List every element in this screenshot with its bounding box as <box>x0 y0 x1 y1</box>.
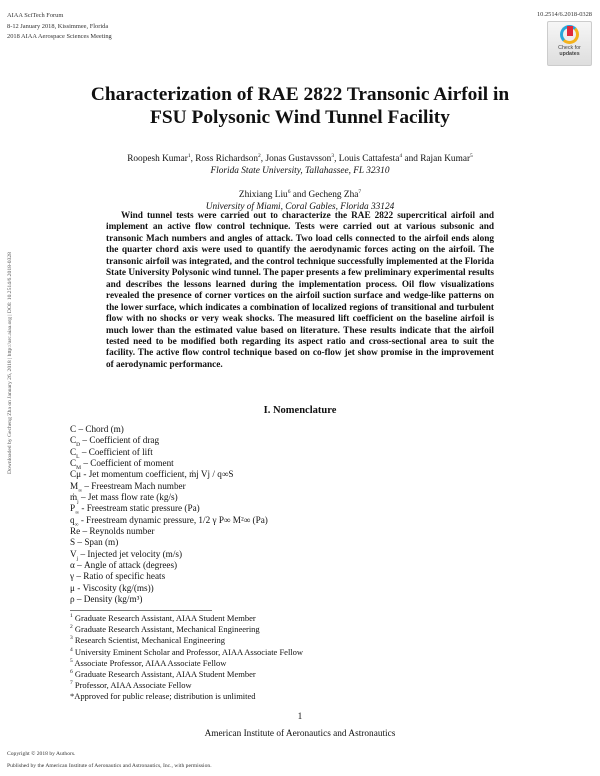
badge-line: updates <box>559 51 580 57</box>
author-block-2 <box>0 190 600 213</box>
paper-title <box>0 84 600 129</box>
header-line: 8-12 January 2018, Kissimmee, Florida <box>7 22 109 30</box>
footnote: $^4$ University Eminent Scholar and Professor, AIAA Associate Fellow <box>70 646 304 657</box>
nomenclature-item: μ - Viscosity (kg/(ms)) <box>70 582 154 593</box>
crossmark-icon <box>560 25 579 44</box>
nomenclature-item: $V_j$ – Injected jet velocity (m/s) <box>70 548 183 562</box>
title-line: FSU Polysonic Wind Tunnel Facility <box>150 106 450 128</box>
nomenclature-item: $C_L$ – Coefficient of lift <box>70 446 153 460</box>
abstract: Wind tunnel tests were carried out to characterize the RAE 2822 supercritical airfoil and implement an active flow control technique. Tests were carried out at various subsonic and transonic Mach numbers and angles of attack. Two load cells connected to the airfoil ends along the quarter chord axis were used to quantify the aerodynamic forces acting on the airfoil. The transonic airfoil was integrated, and the control technique successfully implemented at the Florida State University Polysonic wind tunnel. The paper presents a few preliminary experimental results and describes the lessons learned during the implementation process. Oil flow visualizations revealed the presence of corner vortices on the airfoil suction surface and wedge-like patterns on the lower surface, which indicates a combination of localized regions of transitional and turbulent flow with no shocks or very weak shocks. The measured lift coefficient on the baseline airfoil is much lower than the estimated value based on literature. These results indicate that the airfoil tested need to be modified both regarding its aspect ratio and cross-sectional area to suit the facility. The active flow control technique based on co-flow jet show promise in the improvement of aerodynamic performance. <box>106 211 494 370</box>
footnote: $^3$ Research Scientist, Mechanical Engineering <box>70 635 225 646</box>
footnote-divider <box>70 610 212 611</box>
nomenclature-item: Cμ - Jet momentum coefficient, ṁj Vj / q∞S <box>70 469 234 480</box>
nomenclature-item: ρ – Density (kg/m³) <box>70 594 143 605</box>
conference-header <box>7 11 112 43</box>
affiliation: University of Miami, Coral Gables, Florida 33124 <box>205 201 395 212</box>
copyright-line: Published by the American Institute of Aeronautics and Astronautics, Inc., with permission. <box>7 762 212 769</box>
header-line: AIAA SciTech Forum <box>7 12 64 19</box>
affiliation: Florida State University, Tallahassee, FL 32310 <box>210 165 390 176</box>
footnote: $^5$ Associate Professor, AIAA Associate Fellow <box>70 657 227 668</box>
copyright <box>7 749 212 772</box>
header-line: 2018 AIAA Aerospace Sciences Meeting <box>7 33 112 41</box>
footer-organization: American Institute of Aeronautics and Astronautics <box>204 729 396 739</box>
nomenclature-item: $P_\infty$ - Freestream static pressure (Pa) <box>70 503 200 517</box>
author-names: Roopesh Kumar$^1$, Ross Richardson$^2$, Jonas Gustavsson$^3$, Louis Cattafesta$^4$ and Rajan Kumar$^5$ <box>127 152 473 164</box>
nomenclature-item: ṁ$_j$ – Jet mass flow rate (kg/s) <box>70 492 178 505</box>
author-block-1 <box>0 154 600 177</box>
nomenclature-item: $q_\infty$ - Freestream dynamic pressure, 1/2 γ P∞ M²∞ (Pa) <box>70 514 268 528</box>
footnote-list <box>70 613 303 703</box>
badge-line: Check for <box>558 45 581 51</box>
section-heading: I. Nomenclature <box>263 405 337 416</box>
footnote: $^6$ Graduate Research Assistant, AIAA Student Member <box>70 669 256 680</box>
footnote: $^2$ Graduate Research Assistant, Mechanical Engineering <box>70 624 260 635</box>
nomenclature-list <box>70 424 268 606</box>
copyright-line: Copyright © 2018 by Authors. <box>7 751 76 757</box>
footnote: $^7$ Professor, AIAA Associate Fellow <box>70 680 192 691</box>
footnote: *Approved for public release; distribution is unlimited <box>70 691 256 702</box>
nomenclature-item: α – Angle of attack (degrees) <box>70 560 178 571</box>
footnote: $^1$ Graduate Research Assistant, AIAA Student Member <box>70 613 256 623</box>
title-line: Characterization of RAE 2822 Transonic Airfoil in <box>90 84 510 105</box>
author-names: Zhixiang Liu$^6$ and Gecheng Zha$^7$ <box>238 188 362 200</box>
check-for-updates-button[interactable] <box>547 21 592 66</box>
nomenclature-item: S – Span (m) <box>70 537 119 548</box>
nomenclature-item: $C_D$ – Coefficient of drag <box>70 435 160 449</box>
nomenclature-item: $C_M$ – Coefficient of moment <box>70 458 174 471</box>
page-number: 1 <box>297 712 303 722</box>
download-side-note: Downloaded by Gecheng Zha on January 26, 2018 | http://arc.aiaa.org | DOI: 10.2514/6.2018-0328 <box>7 252 13 474</box>
doi[interactable]: 10.2514/6.2018-0328 <box>536 11 592 18</box>
nomenclature-item: $M_\infty$ – Freestream Mach number <box>70 480 186 494</box>
nomenclature-item: γ – Ratio of specific heats <box>70 571 166 582</box>
nomenclature-item: C – Chord (m) <box>70 424 124 434</box>
nomenclature-item: Re – Reynolds number <box>70 526 155 537</box>
